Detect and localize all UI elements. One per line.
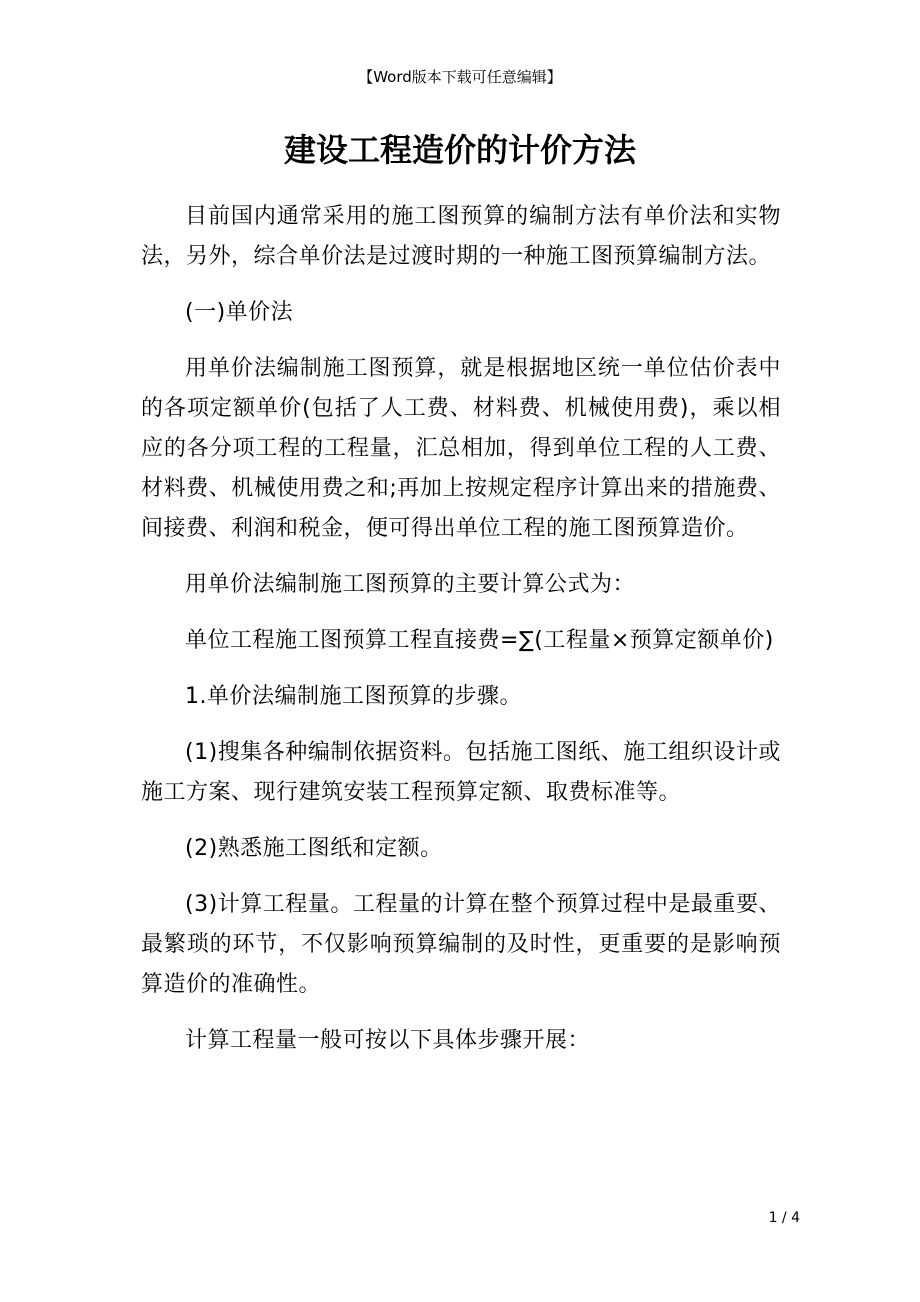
paragraph-intro: 目前国内通常采用的施工图预算的编制方法有单价法和实物法，另外，综合单价法是过渡时期的一种施工图预算编制方法。 [141,204,781,269]
document-body [141,197,781,1077]
paragraph-formula: 单位工程施工图预算工程直接费=∑(工程量×预算定额单价) [185,628,774,653]
paragraph-step-2: (2)熟悉施工图纸和定额。 [185,836,443,861]
document-title: 建设工程造价的计价方法 [283,131,636,169]
paragraph-unit-price-description: 用单价法编制施工图预算，就是根据地区统一单位估价表中的各项定额单价(包括了人工费、材料费、机械使用费)，乘以相应的各分项工程的工程量，汇总相加，得到单位工程的人工费、材料费、机械使用费之和;再加上按规定程序计算出来的措施费、间接费、利润和税金，便可得出单位工程的施工图预算造价。 [141,356,781,541]
download-banner: 【Word版本下载可任意编辑】 [358,68,562,86]
page-number: 1 / 4 [768,1210,800,1226]
paragraph-step-1: (1)搜集各种编制依据资料。包括施工图纸、施工组织设计或施工方案、现行建筑安装工程预算定额、取费标准等。 [141,740,781,805]
paragraph-quantity-steps-intro: 计算工程量一般可按以下具体步骤开展： [185,1028,591,1053]
paragraph-step-3: (3)计算工程量。工程量的计算在整个预算过程中是最重要、最繁琐的环节，不仅影响预算编制的及时性，更重要的是影响预算造价的准确性。 [141,892,781,997]
paragraph-steps-heading: 1.单价法编制施工图预算的步骤。 [185,684,522,709]
paragraph-formula-intro: 用单价法编制施工图预算的主要计算公式为： [185,572,636,597]
section-heading-unit-price-method: (一)单价法 [185,300,294,325]
